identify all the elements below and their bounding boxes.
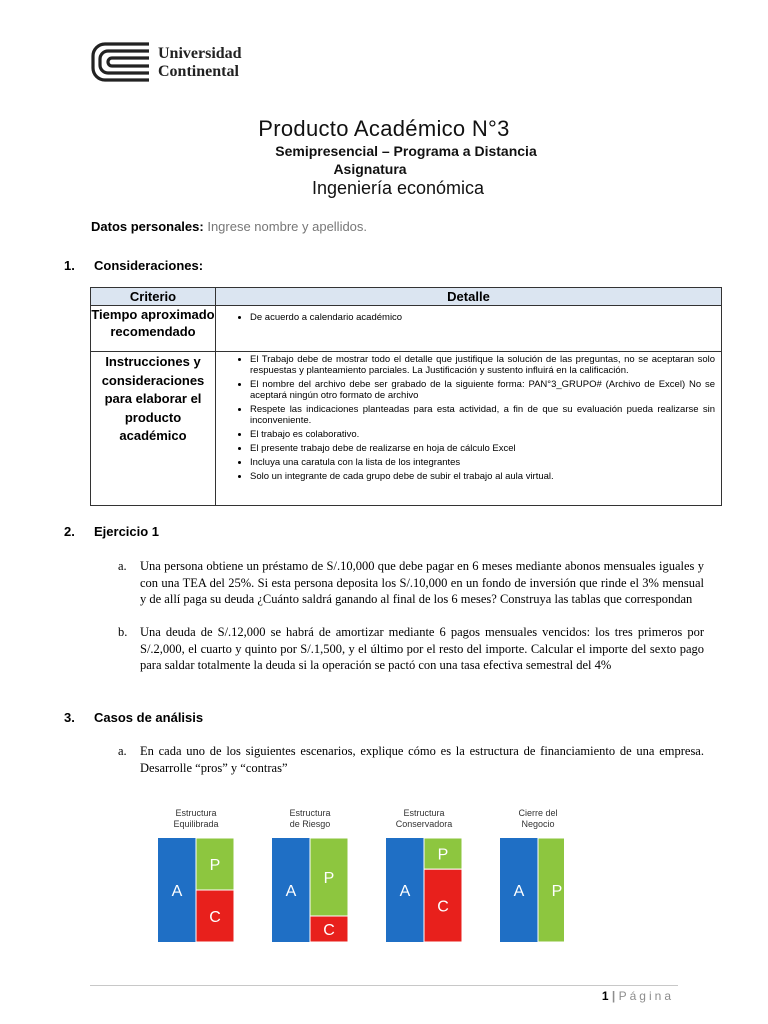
personal-data-label: Datos personales: xyxy=(91,219,204,234)
list-item: • El trabajo es colaborativo. xyxy=(250,429,715,440)
list-item: • De acuerdo a calendario académico xyxy=(250,312,715,323)
asignatura-label: Asignatura xyxy=(333,161,407,177)
page-number: 1 xyxy=(601,989,609,1003)
list-item: • Solo un integrante de cada grupo debe de subir el trabajo al aula virtual. xyxy=(250,471,715,482)
list-item: • El presente trabajo debe de realizarse en hoja de cálculo Excel xyxy=(250,443,715,454)
table-header-detalle: Detalle xyxy=(216,288,722,306)
assets-label: A xyxy=(513,883,525,900)
item-text: Una persona obtiene un préstamo de S/.10,000 que debe pagar en 6 meses mediante abonos mensuales iguales y con una TEA del 25%. Si esta persona deposita los S/.10,000 en un fondo de inversión que rinde el 3% mensual y de allí paga su deuda ¿Cuánto saldrá ganando al final de los 6 meses? Construya las tablas que correspondan xyxy=(140,559,704,606)
equity-label: P xyxy=(551,883,563,900)
case-a xyxy=(118,743,704,776)
logo-text xyxy=(158,45,242,81)
liabilities-label: C xyxy=(209,909,221,926)
table-header-row xyxy=(91,288,722,306)
page-label: Página xyxy=(618,989,674,1003)
footer-separator: | xyxy=(611,989,616,1003)
section-number: 2. xyxy=(64,524,75,539)
panel-title-line-2: Conservadora xyxy=(395,819,453,829)
section-1-heading xyxy=(64,258,203,273)
item-text: Una deuda de S/.12,000 se habrá de amortizar mediante 6 pagos mensuales vencidos: los tres primeros por S/.2,000, el cuarto y quinto por S/.1,500, y el último por el resto del importe. Calcular el importe del sexto pago para saldar totalmente la deuda si la operación se pactó con una tasa efectiva semestral del 4% xyxy=(140,625,704,672)
assets-label: A xyxy=(285,883,297,900)
liabilities-label: C xyxy=(323,922,335,939)
personal-data-placeholder[interactable]: Ingrese nombre y apellidos. xyxy=(207,219,368,234)
criterio-cell: Instrucciones y consideraciones para elaborar el producto académico xyxy=(91,352,216,506)
liabilities-label: C xyxy=(437,898,449,916)
panel-title-line-2: Negocio xyxy=(521,819,555,829)
item-label: b. xyxy=(118,625,128,639)
equity-label: P xyxy=(437,846,449,864)
exercise-b xyxy=(118,624,704,674)
panel-title-line-1: Estructura xyxy=(175,808,217,818)
section-title: Casos de análisis xyxy=(94,710,204,725)
document-title: Producto Académico N°3 xyxy=(258,116,510,141)
section-2-heading xyxy=(64,524,159,539)
table-row xyxy=(91,352,722,506)
list-item: • Respete las indicaciones planteadas para esta actividad, a fin de que su evaluación pueda realizarse sin inconveniente. xyxy=(250,404,715,426)
course-name: Ingeniería económica xyxy=(311,178,485,198)
document-subtitle: Semipresencial – Programa a Distancia xyxy=(275,143,537,159)
personal-data-line xyxy=(91,219,367,234)
detalle-cell xyxy=(216,352,722,506)
section-number: 3. xyxy=(64,710,75,725)
item-label: a. xyxy=(118,744,127,758)
assets-label: A xyxy=(171,883,183,900)
section-3-heading xyxy=(64,710,203,725)
section-number: 1. xyxy=(64,258,75,273)
panel-title-line-2: de Riesgo xyxy=(289,819,331,829)
table-row xyxy=(91,306,722,352)
section-title: Consideraciones: xyxy=(94,258,204,273)
page-footer xyxy=(90,989,674,1003)
panel-title-line-1: Cierre del xyxy=(518,808,558,818)
panel-title-line-1: Estructura xyxy=(403,808,445,818)
logo-line-2: Continental xyxy=(158,63,239,80)
exercise-a xyxy=(118,558,704,608)
equity-label: P xyxy=(323,870,335,887)
list-item: • Incluya una caratula con la lista de los integrantes xyxy=(250,457,715,468)
assets-label: A xyxy=(399,883,411,900)
panel-title-line-1: Estructura xyxy=(289,808,331,818)
footer-divider xyxy=(90,985,678,986)
criteria-table xyxy=(90,287,722,506)
equity-label: P xyxy=(209,857,221,874)
panel-title-line-2: Equilibrada xyxy=(173,819,219,829)
financing-structure-figure xyxy=(144,800,564,950)
table-header-criterio: Criterio xyxy=(91,288,216,306)
item-text: En cada uno de los siguientes escenarios, explique cómo es la estructura de financiamiento de una empresa. Desarrolle “pros” y “contras” xyxy=(140,744,704,775)
section-title: Ejercicio 1 xyxy=(94,524,160,539)
list-item: • El Trabajo debe de mostrar todo el detalle que justifique la solución de las preguntas, no se aceptaran solo respuestas y planteamiento parciales. La Justificación y sustento influirá en la calificación. xyxy=(250,354,715,376)
criterio-cell: Tiempo aproximado recomendado xyxy=(91,306,216,352)
item-label: a. xyxy=(118,559,127,573)
list-item: • El nombre del archivo debe ser grabado de la siguiente forma: PAN°3_GRUPO# (Archivo de Excel) No se aceptará ningún otro formato de archivo xyxy=(250,379,715,401)
logo-line-1: Universidad xyxy=(158,45,242,62)
detalle-cell xyxy=(216,306,722,352)
